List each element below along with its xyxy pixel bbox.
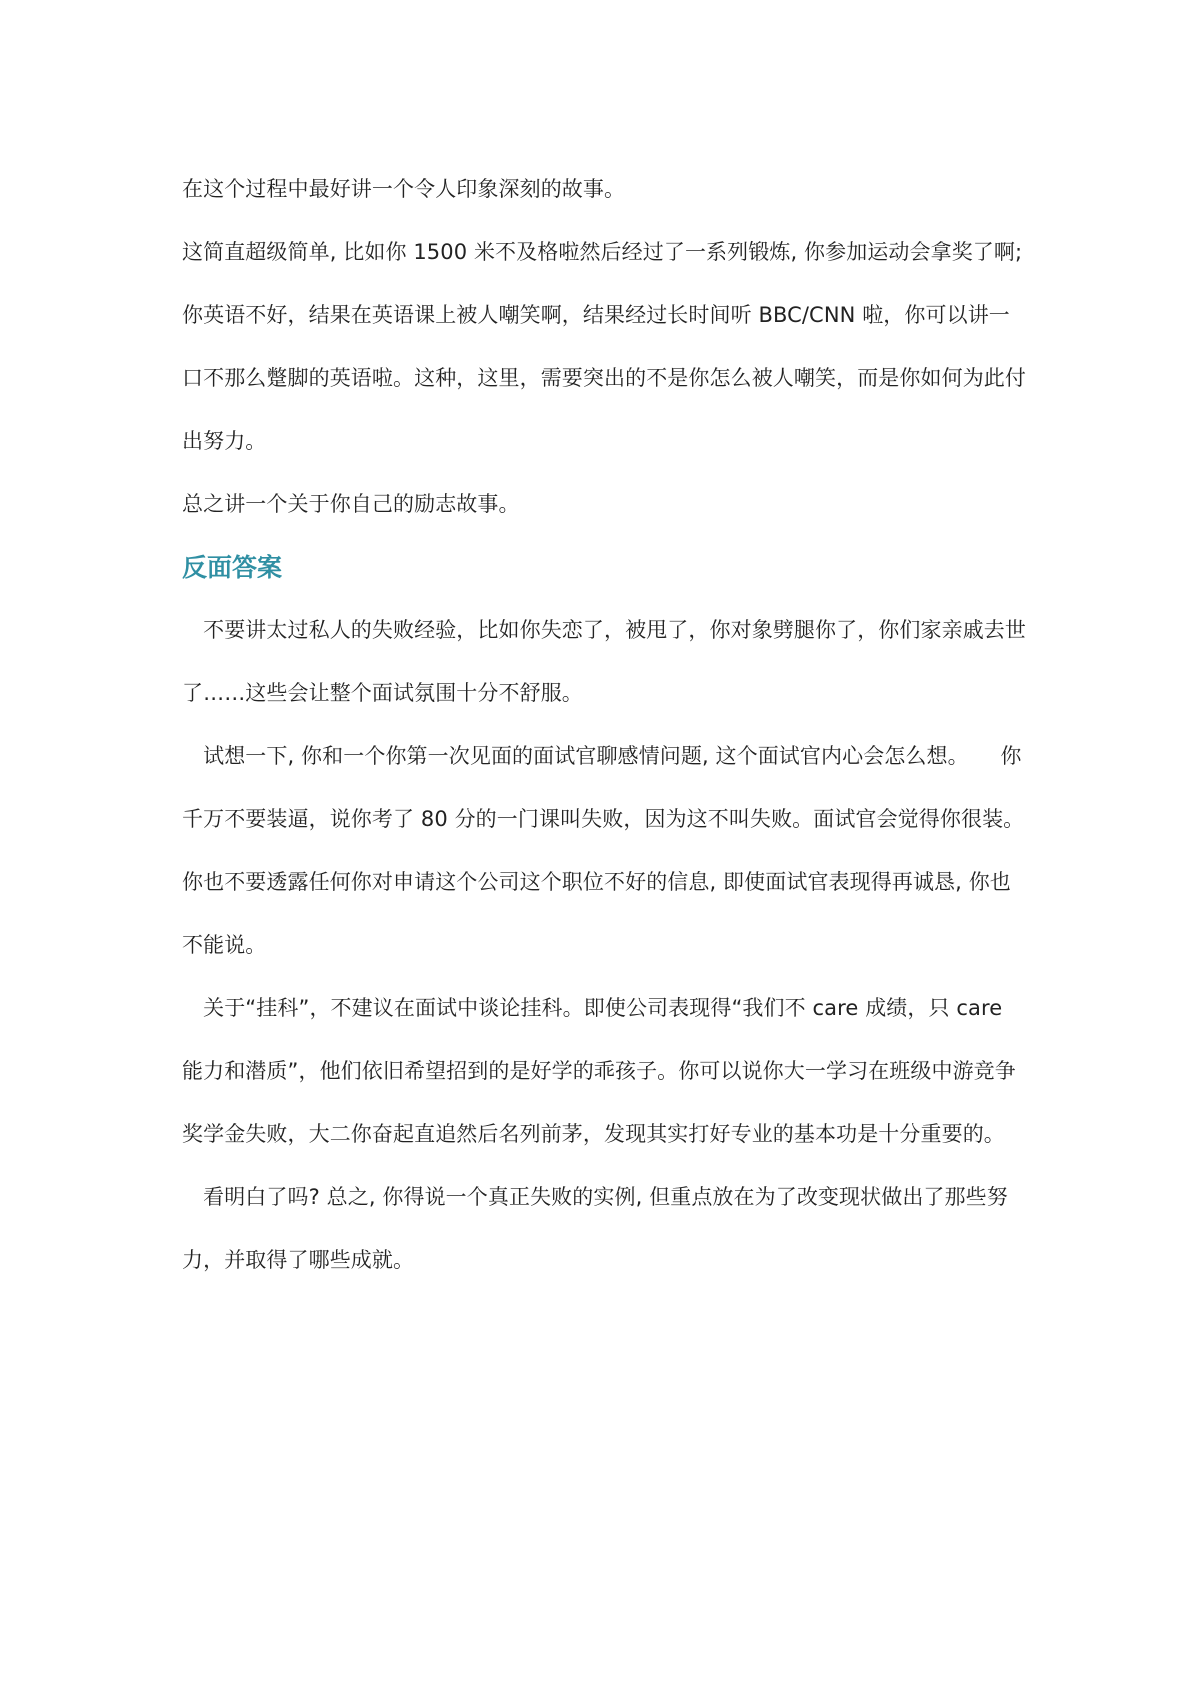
paragraph-line: 不能说。 (182, 933, 267, 957)
paragraph-line: 出努力。 (182, 429, 267, 453)
paragraph-line: 这简直超级简单, 比如你 1500 米不及格啦然后经过了一系列锻炼, 你参加运动会拿奖了啊; (182, 240, 1023, 264)
paragraph-line: 奖学金失败，大二你奋起直追然后名列前茅，发现其实打好专业的基本功是十分重要的。 (182, 1122, 1005, 1146)
paragraph-line: 关于“挂科”，不建议在面试中谈论挂科。即使公司表现得“我们不 care 成绩，只 care (182, 996, 1003, 1020)
paragraph-line: 口不那么蹩脚的英语啦。这种，这里，需要突出的不是你怎么被人嘲笑，而是你如何为此付 (182, 366, 1026, 390)
paragraph-line: 千万不要装逼，说你考了 80 分的一门课叫失败，因为这不叫失败。面试官会觉得你很装。 (182, 807, 1025, 831)
paragraph-line: 总之讲一个关于你自己的励志故事。 (182, 492, 520, 516)
paragraph-line: 看明白了吗? 总之, 你得说一个真正失败的实例, 但重点放在为了改变现状做出了那些努 (182, 1185, 1008, 1209)
paragraph-line: 不要讲太过私人的失败经验，比如你失恋了，被甩了，你对象劈腿你了，你们家亲戚去世 (182, 618, 1026, 642)
paragraph-line: 试想一下, 你和一个你第一次见面的面试官聊感情问题, 这个面试官内心会怎么想。 你 (182, 744, 1022, 768)
section-heading: 反面答案 (182, 553, 283, 582)
document-content (182, 158, 1027, 1292)
paragraph-line: 能力和潜质”，他们依旧希望招到的是好学的乖孩子。你可以说你大一学习在班级中游竞争 (182, 1059, 1016, 1083)
paragraph-line: 你英语不好，结果在英语课上被人嘲笑啊，结果经过长时间听 BBC/CNN 啦，你可以讲一 (182, 303, 1010, 327)
paragraph-line: 了……这些会让整个面试氛围十分不舒服。 (182, 681, 583, 705)
paragraph-line: 你也不要透露任何你对申请这个公司这个职位不好的信息, 即使面试官表现得再诚恳, 你也 (182, 870, 1011, 894)
paragraph-line: 在这个过程中最好讲一个令人印象深刻的故事。 (182, 177, 626, 201)
paragraph-line: 力，并取得了哪些成就。 (182, 1248, 415, 1272)
